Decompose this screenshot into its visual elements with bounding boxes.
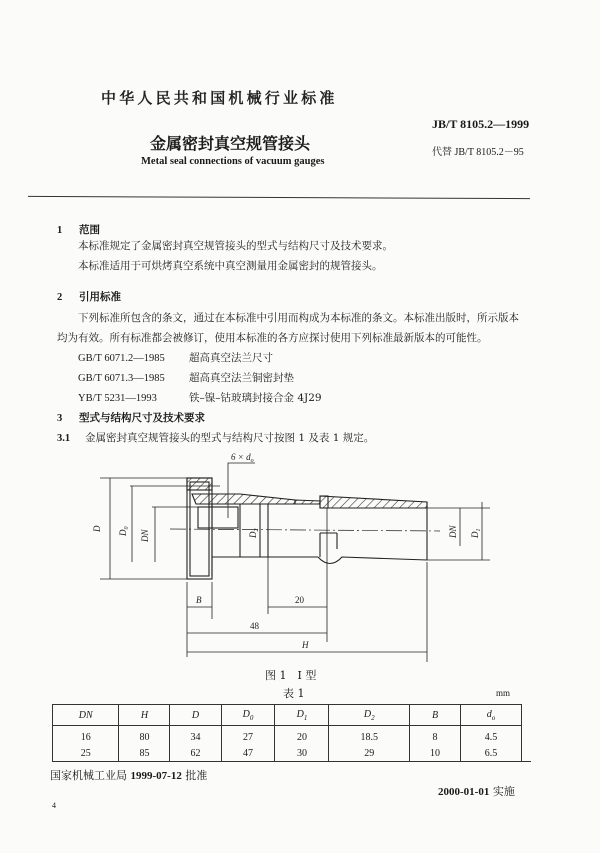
- footer-divider: [52, 761, 531, 762]
- column-header: $D_2$: [329, 705, 410, 726]
- standard-code: JB/T 8105.2—1999: [432, 117, 530, 131]
- implementation-date: 2000-01-01: [438, 786, 490, 798]
- table-cell: 20: [275, 726, 329, 746]
- table-row: [53, 745, 522, 762]
- section-3-1-paragraph: [57, 428, 374, 449]
- subsection-number: 3.1: [57, 433, 71, 444]
- approval-line: [50, 767, 207, 783]
- D1-label: $D_1$: [470, 528, 482, 538]
- table-row: [53, 726, 522, 746]
- table-cell: 85: [119, 745, 170, 762]
- D2-label: $D_2$: [248, 528, 260, 538]
- approval-date: 1999-07-12: [130, 770, 182, 782]
- table-cell: 30: [275, 745, 329, 762]
- table-cell: 27: [221, 726, 275, 746]
- document-title-en: Metal seal connections of vacuum gauges: [141, 156, 325, 167]
- section-2-paragraph-line-1: 下列标准所包含的条文，通过在本标准中引用而构成为本标准的条文。本标准出版时，所示版本: [78, 312, 519, 324]
- dim-48-label: 48: [250, 621, 259, 631]
- connection-technical-drawing: [90, 452, 510, 667]
- DN-right-label: DN: [448, 525, 458, 538]
- replaces-standard: 代替 JB/T 8105.2－95: [432, 147, 524, 158]
- section-1-paragraph-2: 本标准适用于可烘烤真空系统中真空测量用金属密封的规管接头。: [78, 260, 383, 272]
- reference-name: 超高真空法兰尺寸: [189, 352, 273, 364]
- column-header: D: [170, 705, 221, 726]
- approval-label: 批准: [185, 769, 208, 782]
- section-1-paragraph-1: 本标准规定了金属密封真空规管接头的型式与结构尺寸及技术要求。: [78, 240, 393, 252]
- table-cell: 29: [329, 745, 410, 762]
- section-2-paragraph-line-2: 均为有效。所有标准都会被修订，使用本标准的各方应探讨使用下列标准最新版本的可能性。: [57, 332, 488, 344]
- column-header: $D_1$: [275, 705, 329, 726]
- column-header: $D_0$: [221, 705, 275, 726]
- standard-organization: 中华人民共和国机械行业标准: [101, 89, 338, 107]
- section-2-heading: [57, 289, 121, 304]
- reference-item: [78, 368, 294, 389]
- implementation-line: [438, 783, 515, 799]
- table-cell: 25: [53, 745, 119, 762]
- section-title: 引用标准: [79, 291, 121, 303]
- table-cell: 80: [119, 726, 170, 746]
- H-label: H: [302, 640, 309, 650]
- section-title: 型式与结构尺寸及技术要求: [79, 412, 205, 424]
- table-cell: 16: [53, 726, 119, 746]
- D0-label: $D_0$: [118, 526, 130, 536]
- reference-name: 铁–镍–钴玻璃封接合金 4J29: [189, 392, 322, 404]
- section-number: 1: [57, 225, 63, 236]
- table-cell: 34: [170, 726, 221, 746]
- column-header: $d_o$: [461, 705, 522, 726]
- page-number: 4: [52, 801, 56, 810]
- table-cell: 6.5: [461, 745, 522, 762]
- table-cell: 4.5: [461, 726, 522, 746]
- reference-item: [78, 388, 322, 409]
- reference-code: GB/T 6071.3—1985: [78, 373, 165, 384]
- table-cell: 18.5: [329, 726, 410, 746]
- table-cell: 10: [409, 745, 460, 762]
- B-label: B: [196, 595, 202, 605]
- section-3-heading: [57, 410, 205, 425]
- DN-label: DN: [140, 529, 150, 542]
- header-divider: [28, 196, 530, 199]
- subsection-text: 金属密封真空规管接头的型式与结构尺寸按图 1 及表 1 规定。: [85, 432, 375, 444]
- implementation-label: 实施: [492, 785, 515, 798]
- holes-label: $6 \times d_o$: [231, 452, 254, 464]
- approving-authority: 国家机械工业局: [50, 769, 127, 782]
- table-cell: 47: [221, 745, 275, 762]
- section-number: 3: [57, 413, 63, 424]
- table-cell: 8: [409, 726, 460, 746]
- reference-name: 超高真空法兰铜密封垫: [189, 372, 294, 384]
- table-cell: 62: [170, 745, 221, 762]
- reference-code: YB/T 5231—1993: [78, 393, 157, 404]
- table-caption: 表 1: [283, 687, 305, 700]
- section-number: 2: [57, 292, 63, 303]
- reference-item: [78, 348, 273, 369]
- table-unit: mm: [496, 688, 511, 698]
- dimensions-table: [52, 704, 522, 762]
- table-header-row: [53, 705, 522, 726]
- column-header: DN: [53, 705, 119, 726]
- section-1-heading: [57, 222, 100, 237]
- document-title-cn: 金属密封真空规管接头: [150, 134, 311, 153]
- column-header: H: [119, 705, 170, 726]
- reference-code: GB/T 6071.2—1985: [78, 353, 165, 364]
- dim-20-label: 20: [295, 595, 304, 605]
- figure-caption: 图 1 I 型: [265, 669, 317, 682]
- column-header: B: [409, 705, 460, 726]
- D-label: D: [92, 525, 102, 532]
- section-title: 范围: [79, 224, 100, 236]
